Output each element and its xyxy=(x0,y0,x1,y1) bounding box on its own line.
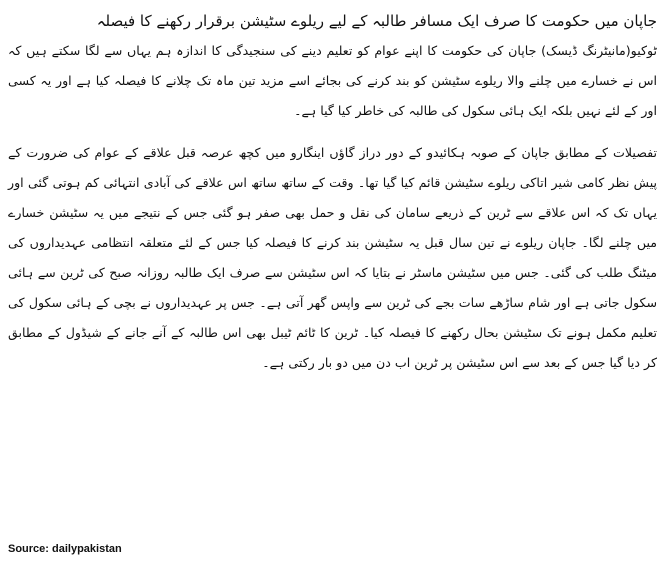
article-paragraph-intro: ٹوکیو(مانیٹرنگ ڈیسک) جاپان کی حکومت کا اپنے عوام کو تعلیم دینے کی سنجیدگی کا اندازہ ہم یہاں سے لگا سکتے ہیں کہ اس نے خسارے میں چلنے والا ریلوے سٹیشن کو بند کرنے کی بجائے اسے مزید تین ماہ تک چلانے کا فیصلہ کیا ہے اور یہ کسی اور کے لئے نہیں بلکہ ایک ہائی سکول کی طالبہ کی خاطر کیا گیا ہے۔ xyxy=(8,43,657,118)
article xyxy=(8,6,659,561)
source-credit: Source: dailypakistan xyxy=(8,543,122,555)
article-paragraph-details: تفصیلات کے مطابق جاپان کے صوبہ ہکائیدو کے دور دراز گاؤں اینگارو میں کچھ عرصہ قبل علاقے کے عوام کی ضرورت کے پیش نظر کامی شیر اتاکی ریلوے سٹیشن قائم کیا گیا تھا۔ وقت کے ساتھ ساتھ اس علاقے کی آبادی انتہائی کم ہوتی گئی اور یہاں تک کہ اس علاقے سے ٹرین کے ذریعے سامان کی نقل و حمل بھی صفر ہو گئی جس کے نتیجے میں یہ سٹیشن خسارے میں چلنے لگا۔ جاپان ریلوے نے تین سال قبل یہ سٹیشن بند کرنے کا فیصلہ کیا جس کے لئے متعلقہ انتظامی عہدیداروں کی میٹنگ طلب کی گئی۔ جس میں سٹیشن ماسٹر نے بتایا کہ اس سٹیشن سے صرف ایک طالبہ روزانہ صبح کی ٹرین سے ہائی سکول جاتی ہے اور شام ساڑھے سات بجے کی ٹرین سے واپس گھر آتی ہے۔ جس پر عہدیداروں نے بچی کے ہائی سکول کی تعلیم مکمل ہونے تک سٹیشن بحال رکھنے کا فیصلہ کیا۔ ٹرین کا ٹائم ٹیبل بھی اس طالبہ کے آنے جانے کے شیڈول کے مطابق کر دیا گیا جس کے بعد سے اس سٹیشن پر ٹرین اب دن میں دو بار رکتی ہے۔ xyxy=(8,145,657,370)
article-headline: جاپان میں حکومت کا صرف ایک مسافر طالبہ کے لیے ریلوے سٹیشن برقرار رکھنے کا فیصلہ xyxy=(96,12,657,30)
